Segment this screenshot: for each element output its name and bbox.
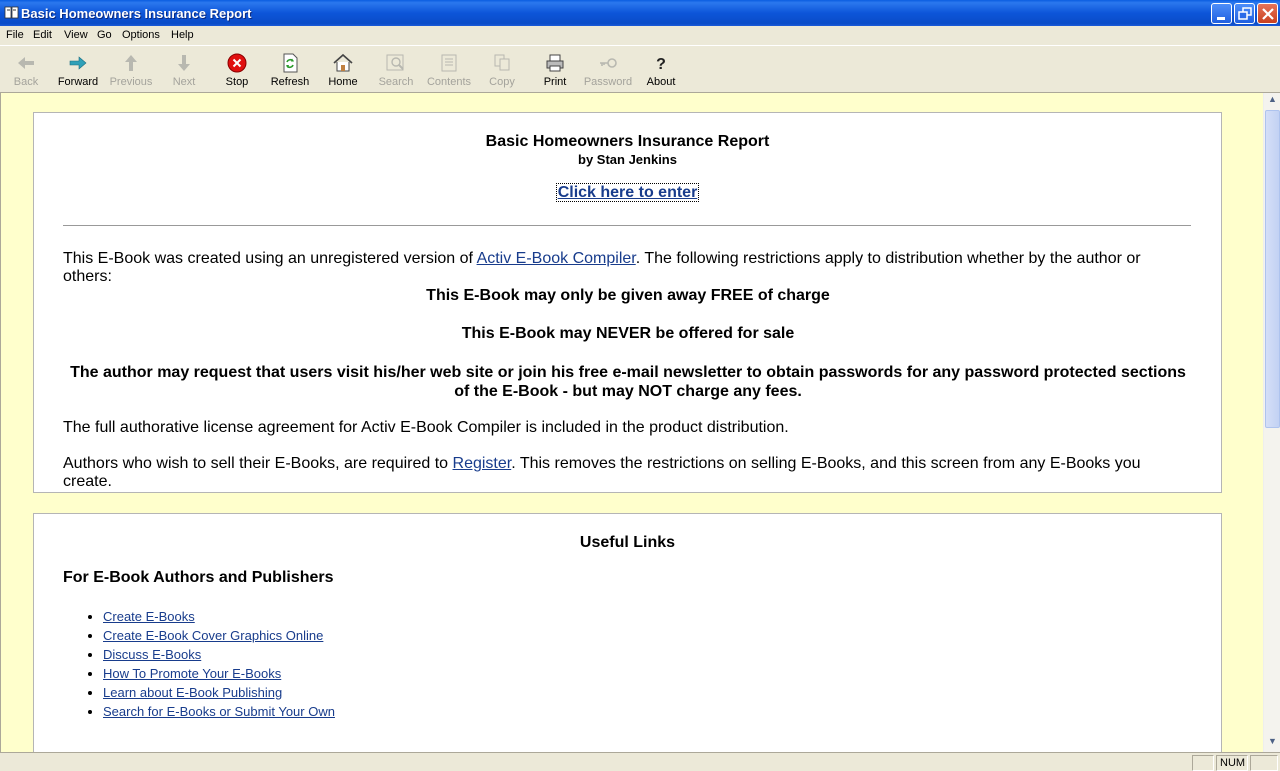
search-icon — [385, 52, 407, 74]
register-paragraph: Authors who wish to sell their E-Books, are required to Register. This removes the restrictions on selling E-Books, and this screen from any E-Books you create. — [63, 455, 1141, 490]
menu-bar — [0, 26, 1280, 45]
menu-go[interactable]: Go — [97, 29, 112, 41]
key-icon — [597, 52, 619, 74]
status-pane-blank-2 — [1250, 755, 1278, 771]
restriction-fees: The author may request that users visit his/her web site or join his free e-mail newsletter to obtain passwords for any password protected sections of the E-Book - but may NOT charge any fees. — [70, 364, 1186, 400]
license-panel — [33, 112, 1222, 493]
next-button[interactable]: Next — [158, 50, 210, 92]
vertical-scrollbar[interactable] — [1263, 93, 1280, 752]
link-create-ebooks[interactable]: Create E-Books — [103, 609, 195, 624]
menu-file[interactable]: File — [6, 29, 24, 41]
authors-heading: For E-Book Authors and Publishers — [63, 569, 334, 586]
about-button[interactable]: ? About — [635, 50, 687, 92]
list-item — [103, 609, 335, 628]
contents-button[interactable]: Contents — [423, 50, 475, 92]
refresh-button[interactable]: Refresh — [264, 50, 316, 92]
register-link[interactable]: Register — [452, 455, 512, 472]
link-search-submit[interactable]: Search for E-Books or Submit Your Own — [103, 704, 335, 719]
back-button[interactable]: Back — [0, 50, 52, 92]
stop-button[interactable]: Stop — [211, 50, 263, 92]
window-title: Basic Homeowners Insurance Report — [21, 6, 252, 21]
toolbar — [0, 45, 1280, 93]
menu-view[interactable]: View — [64, 29, 88, 41]
contents-icon — [438, 52, 460, 74]
minimize-button[interactable] — [1211, 3, 1232, 24]
close-button[interactable] — [1257, 3, 1278, 24]
print-button[interactable]: Print — [529, 50, 581, 92]
scroll-up-icon[interactable]: ▲ — [1268, 94, 1277, 104]
page-title: Basic Homeowners Insurance Report — [485, 133, 770, 150]
link-discuss-ebooks[interactable]: Discuss E-Books — [103, 647, 202, 662]
activ-compiler-link[interactable]: Activ E-Book Compiler — [476, 250, 636, 267]
useful-links-list — [103, 609, 335, 723]
close-icon — [1258, 4, 1279, 25]
useful-links-title: Useful Links — [579, 534, 676, 551]
link-cover-graphics[interactable]: Create E-Book Cover Graphics Online — [103, 628, 324, 643]
list-item — [103, 704, 335, 723]
restore-button[interactable] — [1234, 3, 1255, 24]
minimize-icon — [1212, 4, 1233, 25]
content-area — [0, 93, 1263, 752]
list-item — [103, 647, 335, 666]
home-button[interactable]: Home — [317, 50, 369, 92]
forward-button[interactable]: Forward — [52, 50, 104, 92]
menu-help[interactable]: Help — [171, 29, 194, 41]
arrow-down-icon — [173, 52, 195, 74]
book-icon — [4, 5, 19, 20]
scroll-thumb[interactable] — [1265, 110, 1280, 428]
link-promote-ebooks[interactable]: How To Promote Your E-Books — [103, 666, 282, 681]
search-button[interactable]: Search — [370, 50, 422, 92]
enter-link-row — [34, 184, 1221, 202]
divider — [63, 225, 1191, 226]
question-mark-icon — [650, 52, 672, 74]
title-bar — [0, 0, 1280, 26]
menu-edit[interactable]: Edit — [33, 29, 52, 41]
stop-icon — [226, 52, 248, 74]
previous-button[interactable]: Previous — [105, 50, 157, 92]
svg-text:?: ? — [656, 56, 666, 73]
list-item — [103, 628, 335, 647]
author-line: by Stan Jenkins — [578, 152, 677, 167]
arrow-right-icon — [67, 52, 89, 74]
copy-icon — [491, 52, 513, 74]
copy-button[interactable]: Copy — [476, 50, 528, 92]
status-bar — [0, 752, 1280, 771]
home-icon — [332, 52, 354, 74]
restore-icon — [1235, 4, 1256, 25]
arrow-left-icon — [15, 52, 37, 74]
useful-links-panel — [33, 513, 1222, 752]
license-paragraph: The full authorative license agreement for Activ E-Book Compiler is included in the product distribution. — [63, 419, 789, 436]
enter-link[interactable]: Click here to enter — [557, 184, 698, 201]
arrow-up-icon — [120, 52, 142, 74]
list-item — [103, 666, 335, 685]
restriction-free: This E-Book may only be given away FREE of charge — [426, 287, 830, 304]
password-button[interactable]: Password — [582, 50, 634, 92]
restriction-sale: This E-Book may NEVER be offered for sale — [461, 325, 795, 342]
menu-options[interactable]: Options — [122, 29, 160, 41]
status-pane-blank — [1192, 755, 1214, 771]
scroll-down-icon[interactable]: ▼ — [1268, 736, 1277, 746]
list-item — [103, 685, 335, 704]
link-ebook-publishing[interactable]: Learn about E-Book Publishing — [103, 685, 283, 700]
printer-icon — [544, 52, 566, 74]
intro-paragraph: This E-Book was created using an unregistered version of Activ E-Book Compiler. The following restrictions apply to distribution whether by the author or others: — [63, 250, 1141, 285]
num-lock-indicator: NUM — [1216, 755, 1248, 771]
refresh-icon — [279, 52, 301, 74]
